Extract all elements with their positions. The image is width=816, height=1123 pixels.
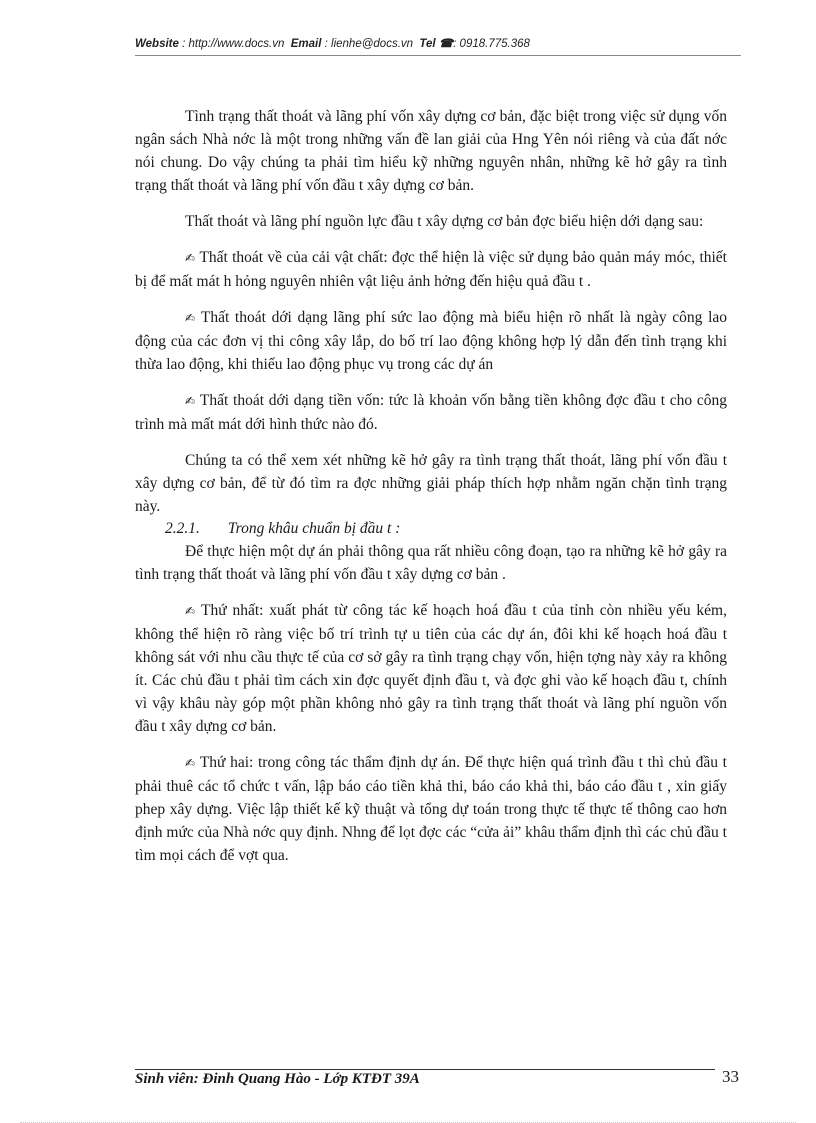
bullet-item: ✍ Thứ hai: trong công tác thẩm định dự án. Để thực hiện quá trình đầu t thì chủ đầu t phải thuê các tổ chức t vấn, lập báo cáo tiền khả thi, báo cáo khả thi, báo cáo đầu t , xin giấy phep xây dựng. Việc lập thiết kế kỹ thuật và tổng dự toán trong thực tế thực tế thông cao hơn định mức của Nhà nớc quy định. Nhng để lọt đợc các “cửa ải” khâu thẩm định thì các chủ đầu t tìm mọi cách để vợt qua. <box>135 754 727 864</box>
document-body <box>135 105 727 880</box>
website-label: Website <box>135 38 179 50</box>
section-title: Trong khâu chuẩn bị đầu t : <box>227 520 401 537</box>
paragraph: Để thực hiện một dự án phải thông qua rất nhiều công đoạn, tạo ra những kẽ hở gây ra tình trạng thất thoát và lãng phí vốn đầu t xây dựng cơ bản . <box>135 543 727 583</box>
website-value: : http://www.docs.vn <box>182 38 285 50</box>
page-header <box>135 36 741 50</box>
bullet-item: ✍ Thất thoát dới dạng lãng phí sức lao động mà biểu hiện rõ nhất là ngày công lao động của các đơn vị thi công xây lắp, do bố trí lao động không hợp lý dẫn đến tình trạng khi thừa lao động, khi thiếu lao động phục vụ trong các dự án <box>135 309 727 373</box>
paragraph: Tình trạng thất thoát và lãng phí vốn xây dựng cơ bản, đặc biệt trong việc sử dụng vốn ngân sách Nhà nớc là một trong những vấn đề lan giải của Hng Yên nói riêng và của đất nớc nói chung. Do vậy chúng ta phải tìm hiểu kỹ những nguyên nhân, những kẽ hở gây ra tình trạng thất thoát và lãng phí vốn đầu t xây dựng cơ bản. <box>135 108 727 194</box>
page-number: 33 <box>722 1067 739 1086</box>
header-divider <box>135 55 741 56</box>
writing-hand-icon: ✍ <box>185 311 197 325</box>
writing-hand-icon: ✍ <box>185 604 198 618</box>
writing-hand-icon: ✍ <box>185 394 196 408</box>
section-heading <box>135 518 727 540</box>
writing-hand-icon: ✍ <box>185 756 196 770</box>
bullet-item: ✍ Thất thoát về của cải vật chất: đợc thể hiện là việc sử dụng bảo quản máy móc, thiết bị để mất mát h hỏng nguyên nhiên vật liệu ảnh hởng đến hiệu quả đầu t . <box>135 249 727 290</box>
paragraph: Chúng ta có thể xem xét những kẽ hở gây ra tình trạng thất thoát, lãng phí vốn đầu t xây dựng cơ bản, để từ đó tìm ra đợc những giải pháp thích hợp nhằm ngăn chặn tình trạng này. <box>135 452 727 515</box>
phone-icon: ☎ <box>438 38 454 50</box>
student-info: Sinh viên: Đinh Quang Hào - Lớp KTĐT 39A <box>135 1071 420 1087</box>
footer-divider <box>135 1069 715 1070</box>
bullet-item: ✍ Thất thoát dới dạng tiền vốn: tức là khoản vốn bằng tiền không đợc đầu t cho công trình mà mất mát dới hình thức nào đó. <box>135 392 728 433</box>
bullet-item: ✍ Thứ nhất: xuất phát từ công tác kế hoạch hoá đầu t của tỉnh còn nhiều yếu kém, không thể hiện rõ ràng việc bố trí trình tự u tiên của các dự án, đôi khi kế hoạch hoá đầu t không sát với nhu cầu thực tế của cơ sở gây ra tình trạng chạy vốn, hiện tợng này xảy ra không ít. Các chủ đầu t phải tìm cách xin đợc quyết định đầu t, và đợc ghi vào kế hoạch đầu t, chính vì vậy khâu này góp một phần không nhỏ gây ra tình trạng thất thoát và lãng phí nguồn vốn đầu t xây dựng cơ bản. <box>135 602 727 735</box>
tel-label: Tel <box>419 38 436 50</box>
tel-value: : 0918.775.368 <box>453 38 530 50</box>
email-value: : lienhe@docs.vn <box>324 38 414 50</box>
section-number: 2.2.1. <box>165 520 200 537</box>
email-label: Email <box>290 38 322 50</box>
paragraph: Thất thoát và lãng phí nguồn lực đầu t xây dựng cơ bản đợc biểu hiện dới dạng sau: <box>185 213 704 230</box>
writing-hand-icon: ✍ <box>185 251 196 265</box>
page-footer <box>135 1067 739 1088</box>
